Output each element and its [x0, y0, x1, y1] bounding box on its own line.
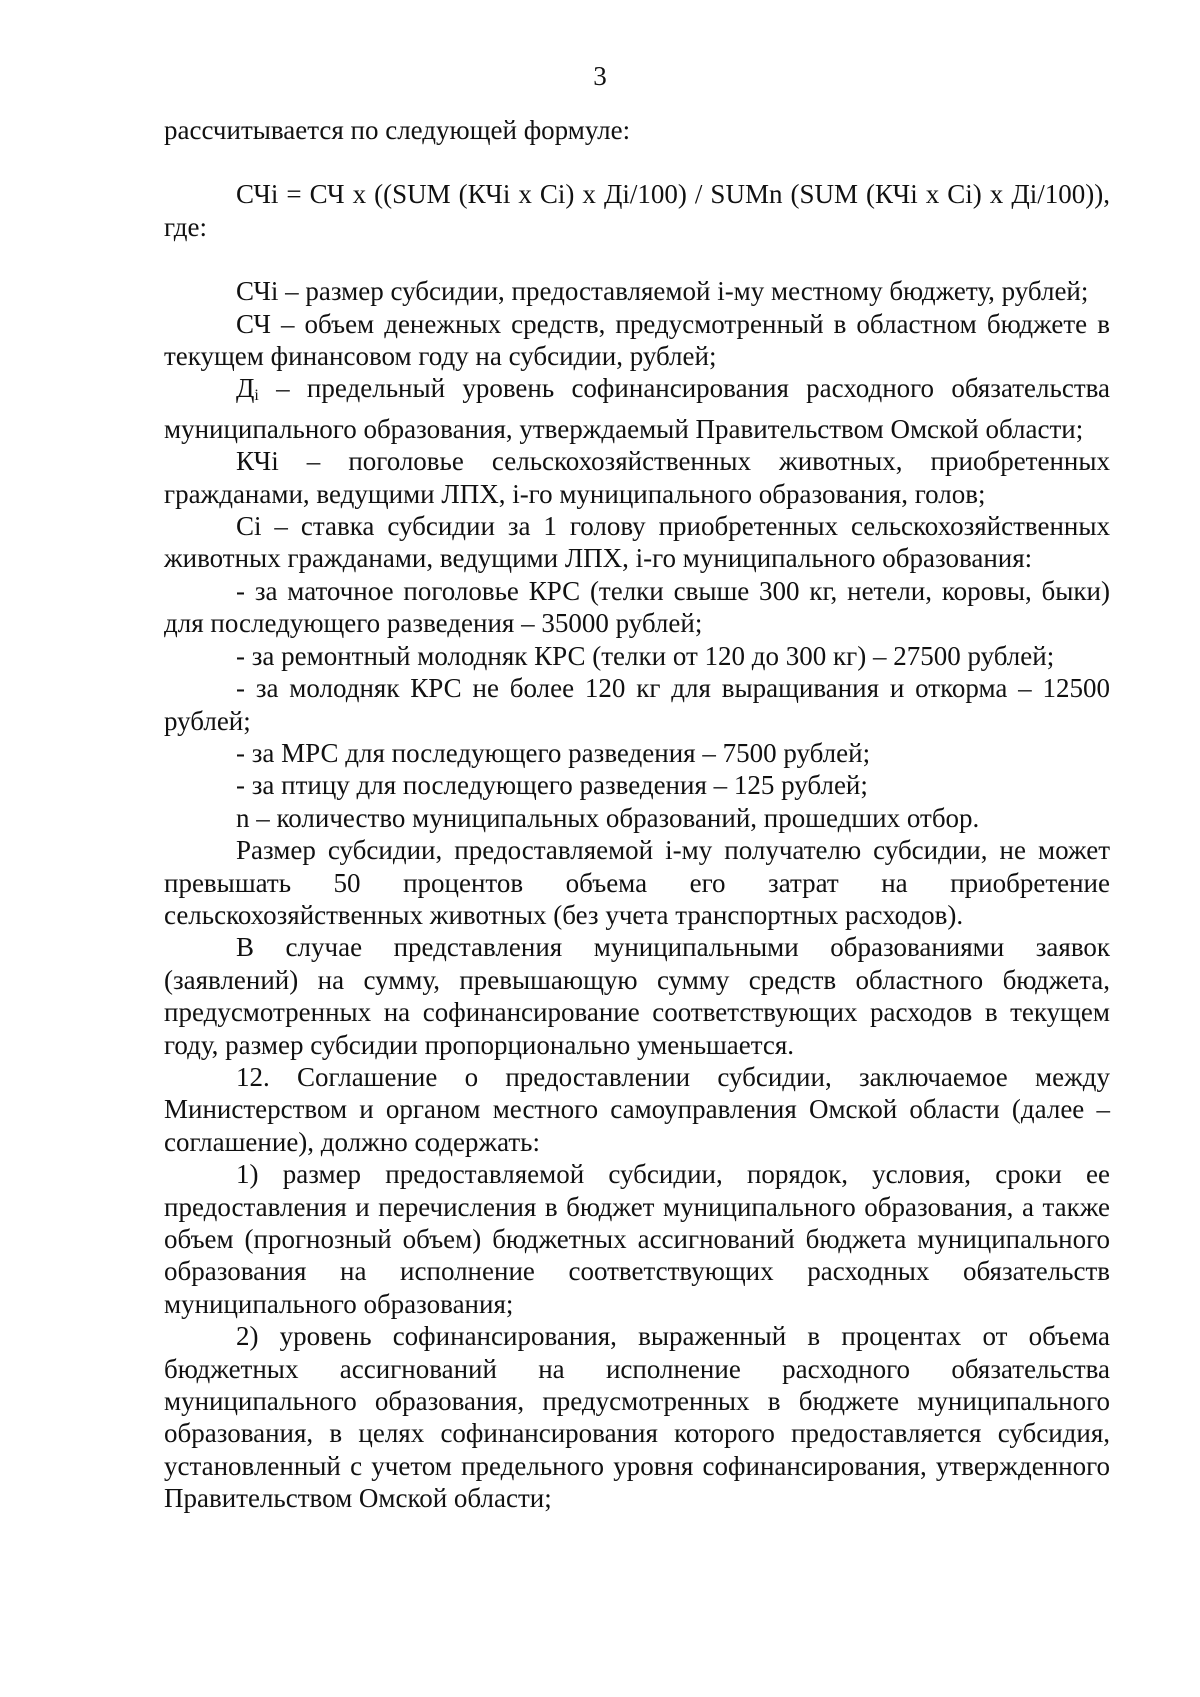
di-symbol: Д — [236, 373, 255, 404]
paragraph-proportional-reduction: В случае представления муниципальными образованиями заявок (заявлений) на сумму, превышающую сумму средств областного бюджета, предусмотренных на софинансирование соответствующих расходов в текущем году, размер субсидии пропорционально уменьшается. — [164, 932, 1110, 1060]
definition-ci: Ci – ставка субсидии за 1 голову приобретенных сельскохозяйственных животных гражданами, ведущими ЛПХ, i-го муниципального образования: — [164, 511, 1110, 574]
definition-sch: СЧ – объем денежных средств, предусмотренный в областном бюджете в текущем финансовом году на субсидии, рублей; — [164, 308, 1110, 372]
definition-di — [164, 372, 1110, 445]
intro-line: рассчитывается по следующей формуле: — [164, 115, 631, 145]
di-subscript: i — [254, 387, 259, 405]
definition-kchi: КЧi – поголовье сельскохозяйственных животных, приобретенных гражданами, ведущими ЛПХ, i-го муниципального образования, голов; — [164, 446, 1110, 509]
paragraph-agreement-item-1: 1) размер предоставляемой субсидии, порядок, условия, сроки ее предоставления и перечисления в бюджет муниципального образования, а также объем (прогнозный объем) бюджетных ассигнований бюджета муниципального образования на исполнение соответствующих расходных обязательств муниципального образования; — [164, 1159, 1110, 1319]
rate-item-cattle-breeding: - за маточное поголовье КРС (телки свыше 300 кг, нетели, коровы, быки) для последующего разведения – 35000 рублей; — [164, 575, 1110, 639]
rate-item-young-cattle: - за молодняк КРС не более 120 кг для выращивания и откорма – 12500 рублей; — [164, 673, 1110, 736]
page-number: 3 — [593, 61, 607, 91]
definition-schi: СЧi – размер субсидии, предоставляемой i-му местному бюджету, рублей; — [236, 276, 1089, 307]
definition-n: n – количество муниципальных образований, прошедших отбор. — [236, 802, 980, 833]
rate-item-small-cattle: - за МРС для последующего разведения – 7500 рублей; — [236, 737, 871, 768]
paragraph-subsidy-limit: Размер субсидии, предоставляемой i-му получателю субсидии, не может превышать 50 процентов объема его затрат на приобретение сельскохозяйственных животных (без учета транспортных расходов). — [164, 835, 1110, 930]
di-text: – предельный уровень софинансирования расходного обязательства муниципального образования, утверждаемый Правительством Омской области; — [164, 373, 1110, 444]
paragraph-agreement: 12. Соглашение о предоставлении субсидии, заключаемое между Министерством и органом местного самоуправления Омской области (далее – соглашение), должно содержать: — [164, 1061, 1110, 1157]
rate-item-cattle-replacement: - за ремонтный молодняк КРС (телки от 120 до 300 кг) – 27500 рублей; — [236, 640, 1055, 671]
document-body — [164, 114, 1110, 1515]
paragraph-agreement-item-2: 2) уровень софинансирования, выраженный в процентах от объема бюджетных ассигнований на исполнение расходного обязательства муниципального образования, предусмотренных в бюджете муниципального образования, в целях софинансирования которого предоставляется субсидия, установленный с учетом предельного уровня софинансирования, утвержденного Правительством Омской области; — [164, 1321, 1110, 1514]
subsidy-formula: СЧi = СЧ x ((SUM (КЧi x Ci) x Дi/100) / SUMn (SUM (КЧi x Ci) x Дi/100)), где: — [164, 179, 1110, 242]
rate-item-poultry: - за птицу для последующего разведения – 125 рублей; — [236, 770, 868, 801]
